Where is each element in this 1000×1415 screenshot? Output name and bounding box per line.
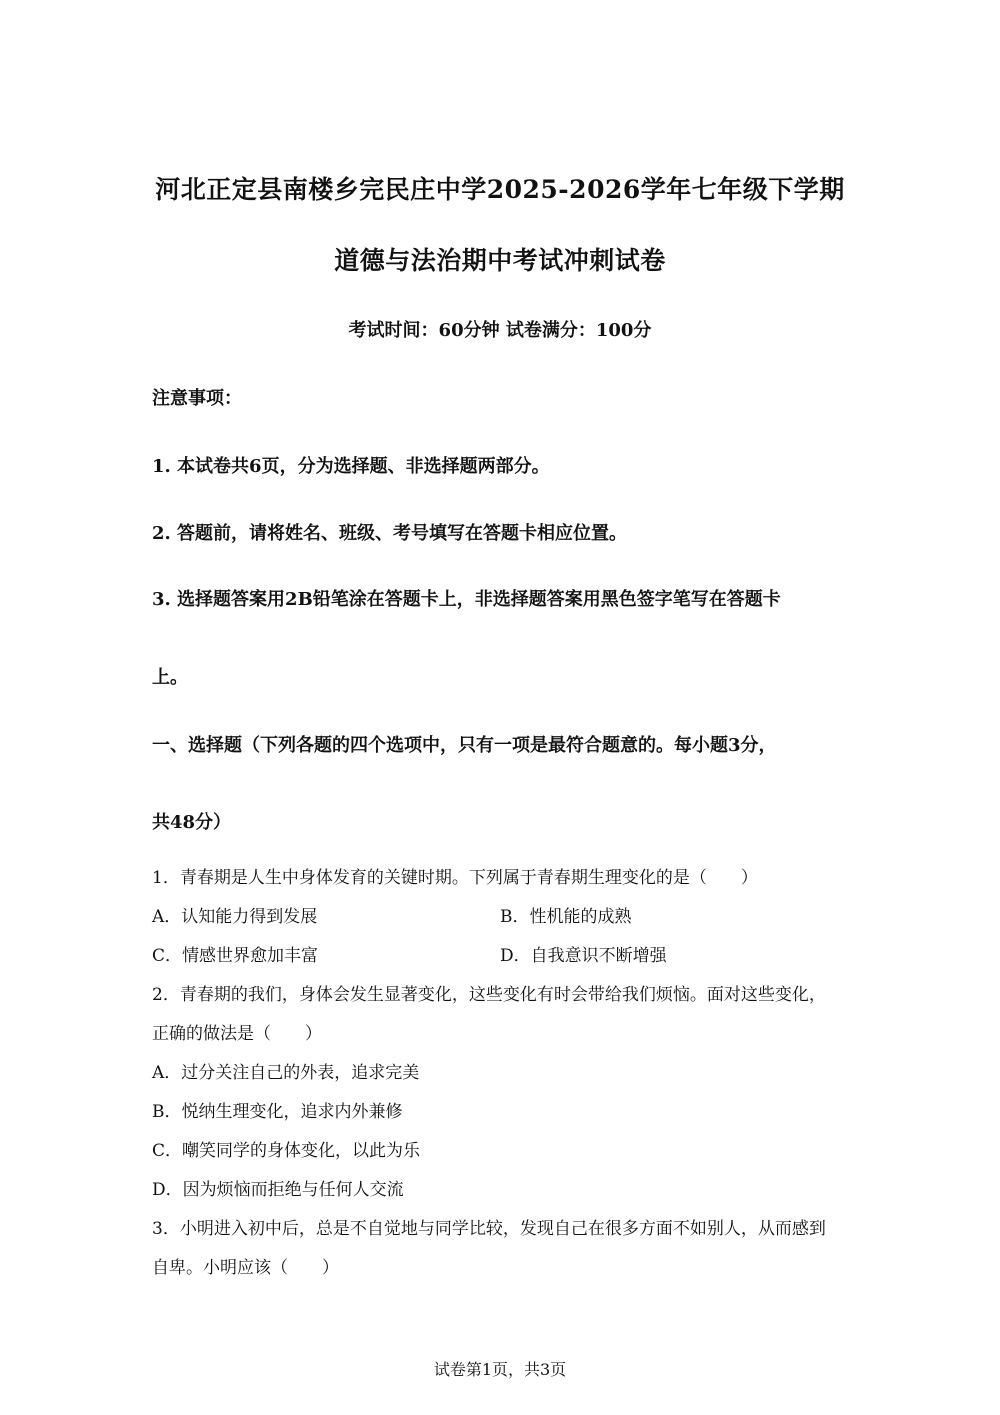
question-2-option-c: C．嘲笑同学的身体变化，以此为乐 bbox=[152, 1141, 421, 1161]
question-2-option-b: B．悦纳生理变化，追求内外兼修 bbox=[152, 1102, 403, 1122]
note-item-3: 3. 选择题答案用2B铅笔涂在答题卡上，非选择题答案用黑色签字笔写在答题卡 bbox=[152, 589, 781, 610]
question-1-stem: 1．青春期是人生中身体发育的关键时期。下列属于青春期生理变化的是（ ） bbox=[152, 868, 758, 888]
question-1-option-d: D．自我意识不断增强 bbox=[500, 946, 667, 966]
exam-title-line2: 道德与法治期中考试冲刺试卷 bbox=[334, 246, 666, 275]
section1-heading-continued: 共48分） bbox=[152, 812, 232, 833]
exam-info: 考试时间：60分钟 试卷满分：100分 bbox=[348, 320, 652, 341]
note-item-3-continued: 上。 bbox=[152, 667, 188, 688]
question-1-option-a: A．认知能力得到发展 bbox=[152, 907, 318, 927]
note-item-2: 2. 答题前，请将姓名、班级、考号填写在答题卡相应位置。 bbox=[152, 523, 628, 544]
notes-heading: 注意事项： bbox=[152, 388, 242, 409]
question-1-option-c: C．情感世界愈加丰富 bbox=[152, 946, 319, 966]
question-2-stem-continued: 正确的做法是（ ） bbox=[152, 1024, 322, 1044]
section1-heading: 一、选择题（下列各题的四个选项中，只有一项是最符合题意的。每小题3分， bbox=[152, 735, 777, 756]
note-item-1: 1. 本试卷共6页，分为选择题、非选择题两部分。 bbox=[152, 456, 550, 477]
question-1-option-b: B．性机能的成熟 bbox=[500, 907, 632, 927]
question-2-option-d: D．因为烦恼而拒绝与任何人交流 bbox=[152, 1180, 404, 1200]
question-3-stem-continued: 自卑。小明应该（ ） bbox=[152, 1258, 339, 1278]
exam-title-line1: 河北正定县南楼乡完民庄中学2025-2026学年七年级下学期 bbox=[155, 175, 845, 204]
question-3-stem: 3．小明进入初中后，总是不自觉地与同学比较，发现自己在很多方面不如别人，从而感到 bbox=[152, 1219, 826, 1239]
question-2-stem: 2．青春期的我们，身体会发生显著变化，这些变化有时会带给我们烦恼。面对这些变化， bbox=[152, 985, 826, 1005]
question-2-option-a: A．过分关注自己的外表，追求完美 bbox=[152, 1063, 420, 1083]
page-footer: 试卷第1页，共3页 bbox=[433, 1360, 567, 1379]
